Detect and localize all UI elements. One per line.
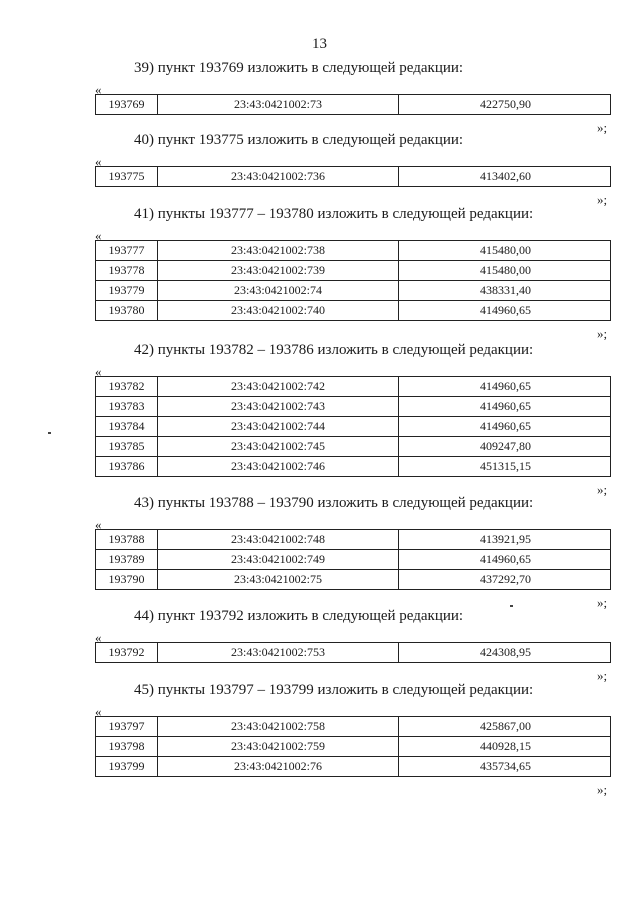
value-cell: 437292,70	[399, 570, 611, 590]
cadastral-number-cell: 23:43:0421002:739	[158, 261, 399, 281]
opening-quote: «	[95, 228, 102, 243]
opening-quote: «	[95, 517, 102, 532]
value-cell: 415480,00	[399, 261, 611, 281]
closing-quote: »;	[597, 595, 608, 610]
value-cell: 414960,65	[399, 301, 611, 321]
cadastral-number-cell: 23:43:0421002:746	[158, 457, 399, 477]
value-cell: 440928,15	[399, 737, 611, 757]
amendment-table	[95, 94, 611, 115]
closing-quote: »;	[597, 482, 608, 497]
table-row	[96, 437, 611, 457]
item-number-cell: 193783	[96, 397, 158, 417]
closing-quote: »;	[597, 668, 608, 683]
value-cell: 409247,80	[399, 437, 611, 457]
closing-quote: »;	[597, 192, 608, 207]
cadastral-number-cell: 23:43:0421002:748	[158, 530, 399, 550]
cadastral-number-cell: 23:43:0421002:74	[158, 281, 399, 301]
cadastral-number-cell: 23:43:0421002:73	[158, 95, 399, 115]
amendment-table	[95, 529, 611, 590]
item-number-cell: 193786	[96, 457, 158, 477]
table-row	[96, 570, 611, 590]
cadastral-number-cell: 23:43:0421002:742	[158, 377, 399, 397]
table-row	[96, 281, 611, 301]
table-row	[96, 397, 611, 417]
amendment-table	[95, 642, 611, 663]
opening-quote: «	[95, 364, 102, 379]
opening-quote: «	[95, 704, 102, 719]
scan-speck	[510, 605, 513, 607]
value-cell: 425867,00	[399, 717, 611, 737]
amendment-heading: 43) пункты 193788 – 193790 изложить в следующей редакции:	[134, 495, 534, 511]
cadastral-number-cell: 23:43:0421002:758	[158, 717, 399, 737]
amendment-heading: 40) пункт 193775 изложить в следующей редакции:	[134, 132, 464, 148]
value-cell: 413921,95	[399, 530, 611, 550]
cadastral-number-cell: 23:43:0421002:753	[158, 643, 399, 663]
value-cell: 414960,65	[399, 397, 611, 417]
table-row	[96, 643, 611, 663]
cadastral-number-cell: 23:43:0421002:745	[158, 437, 399, 457]
item-number-cell: 193778	[96, 261, 158, 281]
value-cell: 415480,00	[399, 241, 611, 261]
item-number-cell: 193782	[96, 377, 158, 397]
cadastral-number-cell: 23:43:0421002:76	[158, 757, 399, 777]
scan-speck	[48, 432, 51, 434]
amendment-heading: 39) пункт 193769 изложить в следующей редакции:	[134, 60, 464, 76]
cadastral-number-cell: 23:43:0421002:736	[158, 167, 399, 187]
amendment-table	[95, 376, 611, 477]
opening-quote: «	[95, 154, 102, 169]
value-cell: 413402,60	[399, 167, 611, 187]
table-row	[96, 737, 611, 757]
opening-quote: «	[95, 82, 102, 97]
table-row	[96, 417, 611, 437]
table-row	[96, 377, 611, 397]
cadastral-number-cell: 23:43:0421002:740	[158, 301, 399, 321]
item-number-cell: 193799	[96, 757, 158, 777]
amendment-heading: 42) пункты 193782 – 193786 изложить в следующей редакции:	[134, 342, 534, 358]
item-number-cell: 193797	[96, 717, 158, 737]
value-cell: 414960,65	[399, 550, 611, 570]
item-number-cell: 193789	[96, 550, 158, 570]
table-row	[96, 550, 611, 570]
value-cell: 438331,40	[399, 281, 611, 301]
cadastral-number-cell: 23:43:0421002:738	[158, 241, 399, 261]
table-row	[96, 261, 611, 281]
closing-quote: »;	[597, 326, 608, 341]
cadastral-number-cell: 23:43:0421002:749	[158, 550, 399, 570]
cadastral-number-cell: 23:43:0421002:744	[158, 417, 399, 437]
table-row	[96, 95, 611, 115]
opening-quote: «	[95, 630, 102, 645]
amendment-heading: 44) пункт 193792 изложить в следующей редакции:	[134, 608, 464, 624]
cadastral-number-cell: 23:43:0421002:759	[158, 737, 399, 757]
table-row	[96, 457, 611, 477]
amendment-table	[95, 166, 611, 187]
value-cell: 424308,95	[399, 643, 611, 663]
item-number-cell: 193769	[96, 95, 158, 115]
item-number-cell: 193798	[96, 737, 158, 757]
item-number-cell: 193790	[96, 570, 158, 590]
page-number: 13	[312, 36, 327, 52]
value-cell: 451315,15	[399, 457, 611, 477]
value-cell: 414960,65	[399, 377, 611, 397]
closing-quote: »;	[597, 782, 608, 797]
amendment-table	[95, 240, 611, 321]
table-row	[96, 757, 611, 777]
amendment-heading: 41) пункты 193777 – 193780 изложить в следующей редакции:	[134, 206, 534, 222]
value-cell: 435734,65	[399, 757, 611, 777]
item-number-cell: 193785	[96, 437, 158, 457]
amendment-heading: 45) пункты 193797 – 193799 изложить в следующей редакции:	[134, 682, 534, 698]
item-number-cell: 193784	[96, 417, 158, 437]
value-cell: 414960,65	[399, 417, 611, 437]
cadastral-number-cell: 23:43:0421002:75	[158, 570, 399, 590]
item-number-cell: 193779	[96, 281, 158, 301]
cadastral-number-cell: 23:43:0421002:743	[158, 397, 399, 417]
item-number-cell: 193775	[96, 167, 158, 187]
table-row	[96, 241, 611, 261]
item-number-cell: 193788	[96, 530, 158, 550]
item-number-cell: 193780	[96, 301, 158, 321]
value-cell: 422750,90	[399, 95, 611, 115]
table-row	[96, 301, 611, 321]
item-number-cell: 193777	[96, 241, 158, 261]
amendment-table	[95, 716, 611, 777]
table-row	[96, 530, 611, 550]
table-row	[96, 717, 611, 737]
item-number-cell: 193792	[96, 643, 158, 663]
table-row	[96, 167, 611, 187]
closing-quote: »;	[597, 120, 608, 135]
